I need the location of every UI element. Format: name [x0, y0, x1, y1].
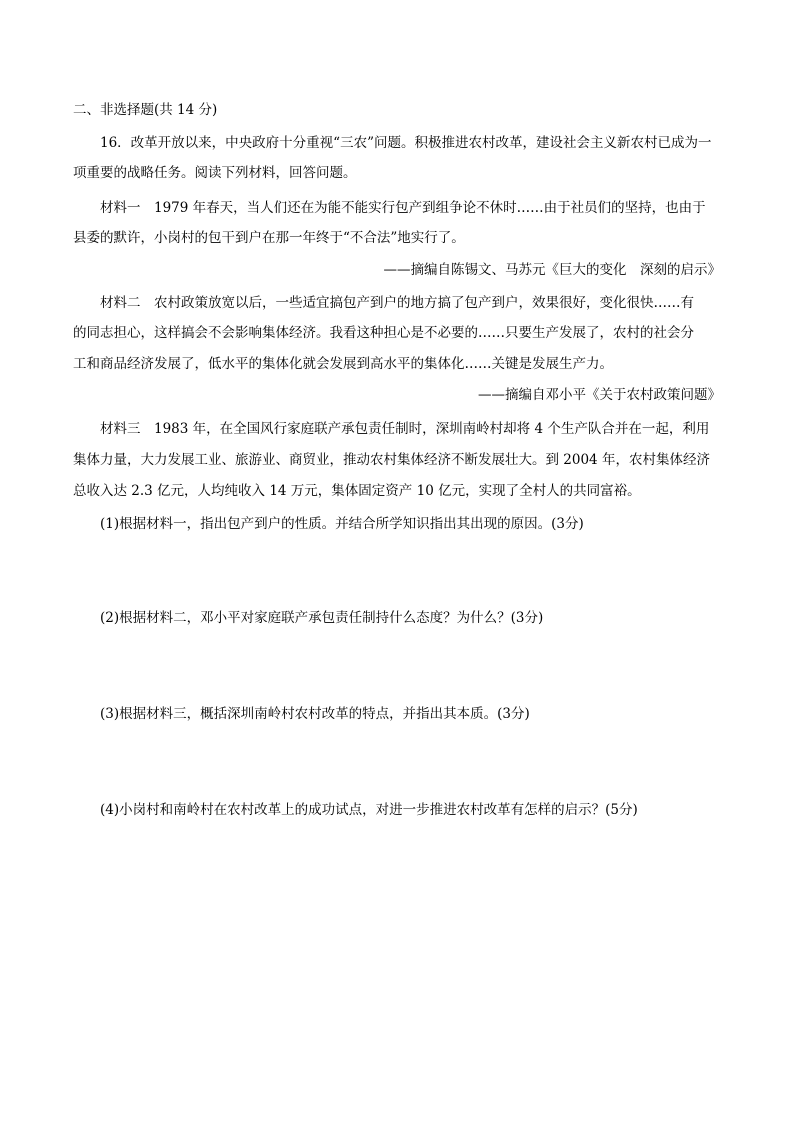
material-2-line-3: 工和商品经济发展了，低水平的集体化就会发展到高水平的集体化……关键是发展生产力。 [73, 356, 613, 372]
material-1-line-2: 县委的默许，小岗村的包干到户在那一年终于“不合法”地实行了。 [73, 230, 465, 246]
material-1-line-1: 材料一 1979 年春天，当人们还在为能不能实行包产到组争论不休时……由于社员们的坚持，也由于 [100, 200, 706, 216]
material-3-line-3: 总收入达 2.3 亿元，人均纯收入 14 万元，集体固定资产 10 亿元，实现了全村人的共同富裕。 [73, 483, 641, 499]
material-3-line-2: 集体力量，大力发展工业、旅游业、商贸业，推动农村集体经济不断发展壮大。到 2004 年，农村集体经济 [73, 452, 710, 468]
section-title: 二、非选择题(共 14 分) [73, 102, 218, 118]
question-intro-line-1: 16．改革开放以来，中央政府十分重视“三农”问题。积极推进农村改革，建设社会主义新农村已成为一 [100, 135, 712, 151]
material-2-line-2: 的同志担心，这样搞会不会影响集体经济。我看这种担心是不必要的……只要生产发展了，农村的社会分 [73, 325, 694, 341]
subquestion-4: (4)小岗村和南岭村在农村改革上的成功试点，对进一步推进农村改革有怎样的启示？(5分) [100, 802, 638, 818]
material-2-source: ——摘编自邓小平《关于农村政策问题》 [478, 387, 721, 403]
subquestion-3: (3)根据材料三，概括深圳南岭村农村改革的特点，并指出其本质。(3分) [100, 706, 530, 722]
subquestion-1: (1)根据材料一，指出包产到户的性质。并结合所学知识指出其出现的原因。(3分) [100, 516, 584, 532]
subquestion-2: (2)根据材料二，邓小平对家庭联产承包责任制持什么态度？为什么？(3分) [100, 610, 544, 626]
question-intro-line-2: 项重要的战略任务。阅读下列材料，回答问题。 [73, 165, 357, 181]
material-1-source: ——摘编自陈锡文、马苏元《巨大的变化 深刻的启示》 [383, 262, 721, 278]
material-2-line-1: 材料二 农村政策放宽以后，一些适宜搞包产到户的地方搞了包产到户，效果很好，变化很快……有 [100, 295, 694, 311]
material-3-line-1: 材料三 1983 年，在全国风行家庭联产承包责任制时，深圳南岭村却将 4 个生产队合并在一起，利用 [100, 421, 710, 437]
